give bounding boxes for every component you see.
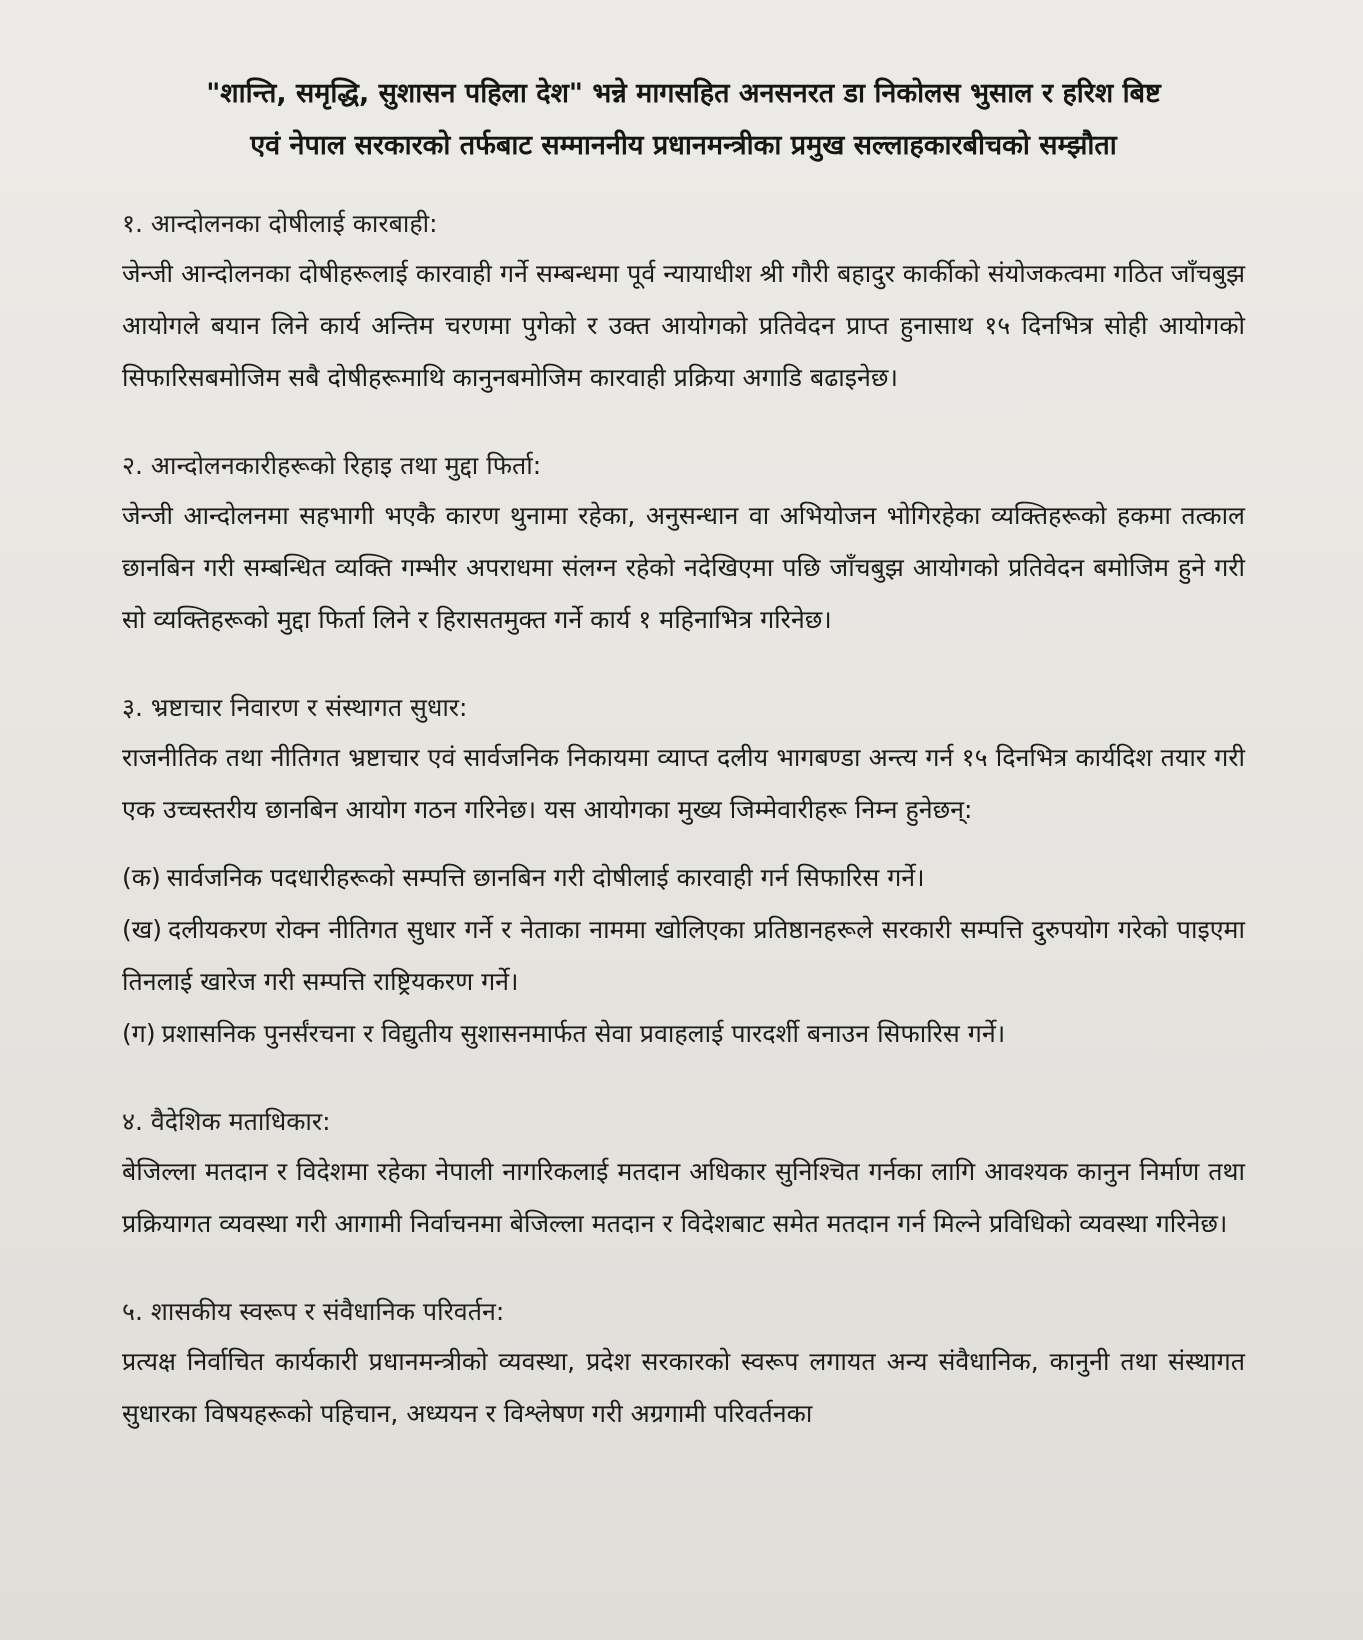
title-line-1: "शान्ति, समृद्धि, सुशासन पहिला देश" भन्ने मागसहित अनसनरत डा निकोलस भुसाल र हरिश बिष्ट: [206, 78, 1161, 109]
section-3: [122, 684, 1245, 1060]
title-line-2: एवं नेपाल सरकारको तर्फबाट सम्माननीय प्रधानमन्त्रीका प्रमुख सल्लाहकारबीचको सम्झौता: [250, 130, 1117, 161]
section-5: [122, 1288, 1245, 1440]
section-3-body: राजनीतिक तथा नीतिगत भ्रष्टाचार एवं सार्वजनिक निकायमा व्याप्त दलीय भागबण्डा अन्त्य गर्न १५ दिनभित्र कार्यदिश तयार गरी एक उच्चस्तरीय छानबिन आयोग गठन गरिनेछ। यस आयोगका मुख्य जिम्मेवारीहरू निम्न हुनेछन्:: [122, 743, 1245, 824]
list-item: [122, 904, 1245, 1008]
section-2-heading: २. आन्दोलनकारीहरूको रिहाइ तथा मुद्दा फिर्ता:: [122, 451, 542, 480]
list-item: [122, 852, 1245, 904]
list-item-text: सार्वजनिक पदधारीहरूको सम्पत्ति छानबिन गरी दोषीलाई कारवाही गर्न सिफारिस गर्ने।: [166, 863, 925, 892]
section-1: [122, 200, 1245, 404]
list-item-text: दलीयकरण रोक्न नीतिगत सुधार गर्ने र नेताका नाममा खोलिएका प्रतिष्ठानहरूले सरकारी सम्पत्ति दुरुपयोग गरेको पाइएमा तिनलाई खारेज गरी सम्पत्ति राष्ट्रियकरण गर्ने।: [122, 915, 1245, 996]
list-marker: (ख): [122, 915, 162, 944]
section-5-body: प्रत्यक्ष निर्वाचित कार्यकारी प्रधानमन्त्रीको व्यवस्था, प्रदेश सरकारको स्वरूप लगायत अन्य संवैधानिक, कानुनी तथा संस्थागत सुधारका विषयहरूको पहिचान, अध्ययन र विश्लेषण गरी अग्रगामी परिवर्तनका: [122, 1347, 1245, 1428]
section-4-heading: ४. वैदेशिक मताधिकार:: [122, 1107, 331, 1136]
section-4-body: बेजिल्ला मतदान र विदेशमा रहेका नेपाली नागरिकलाई मतदान अधिकार सुनिश्चित गर्नका लागि आवश्यक कानुन निर्माण तथा प्रक्रियागत व्यवस्था गरी आगामी निर्वाचनमा बेजिल्ला मतदान र विदेशबाट समेत मतदान गर्न मिल्ने प्रविधिको व्यवस्था गरिनेछ।: [122, 1157, 1245, 1238]
list-item-text: प्रशासनिक पुनर्संरचना र विद्युतीय सुशासनमार्फत सेवा प्रवाहलाई पारदर्शी बनाउन सिफारिस गर्ने।: [161, 1019, 1006, 1048]
document-title: [122, 68, 1245, 172]
section-1-heading: १. आन्दोलनका दोषीलाई कारबाही:: [122, 209, 438, 238]
section-1-body: जेन्जी आन्दोलनका दोषीहरूलाई कारवाही गर्ने सम्बन्धमा पूर्व न्यायाधीश श्री गौरी बहादुर कार्कीको संयोजकत्वमा गठित जाँचबुझ आयोगले बयान लिने कार्य अन्तिम चरणमा पुगेको र उक्त आयोगको प्रतिवेदन प्राप्त हुनासाथ १५ दिनभित्र सोही आयोगको सिफारिसबमोजिम सबै दोषीहरूमाथि कानुनबमोजिम कारवाही प्रक्रिया अगाडि बढाइनेछ।: [122, 259, 1245, 392]
section-4: [122, 1098, 1245, 1250]
section-3-heading: ३. भ्रष्टाचार निवारण र संस्थागत सुधार:: [122, 693, 468, 722]
list-marker: (क): [122, 863, 161, 892]
section-2-body: जेन्जी आन्दोलनमा सहभागी भएकै कारण थुनामा रहेका, अनुसन्धान वा अभियोजन भोगिरहेका व्यक्तिहरूको हकमा तत्काल छानबिन गरी सम्बन्धित व्यक्ति गम्भीर अपराधमा संलग्न रहेको नदेखिएमा पछि जाँचबुझ आयोगको प्रतिवेदन बमोजिम हुने गरी सो व्यक्तिहरूको मुद्दा फिर्ता लिने र हिरासतमुक्त गर्ने कार्य १ महिनाभित्र गरिनेछ।: [122, 501, 1245, 634]
section-5-heading: ५. शासकीय स्वरूप र संवैधानिक परिवर्तन:: [122, 1297, 505, 1326]
list-item: [122, 1008, 1245, 1060]
list-marker: (ग): [122, 1019, 156, 1048]
section-3-list: [122, 852, 1245, 1060]
section-2: [122, 442, 1245, 646]
